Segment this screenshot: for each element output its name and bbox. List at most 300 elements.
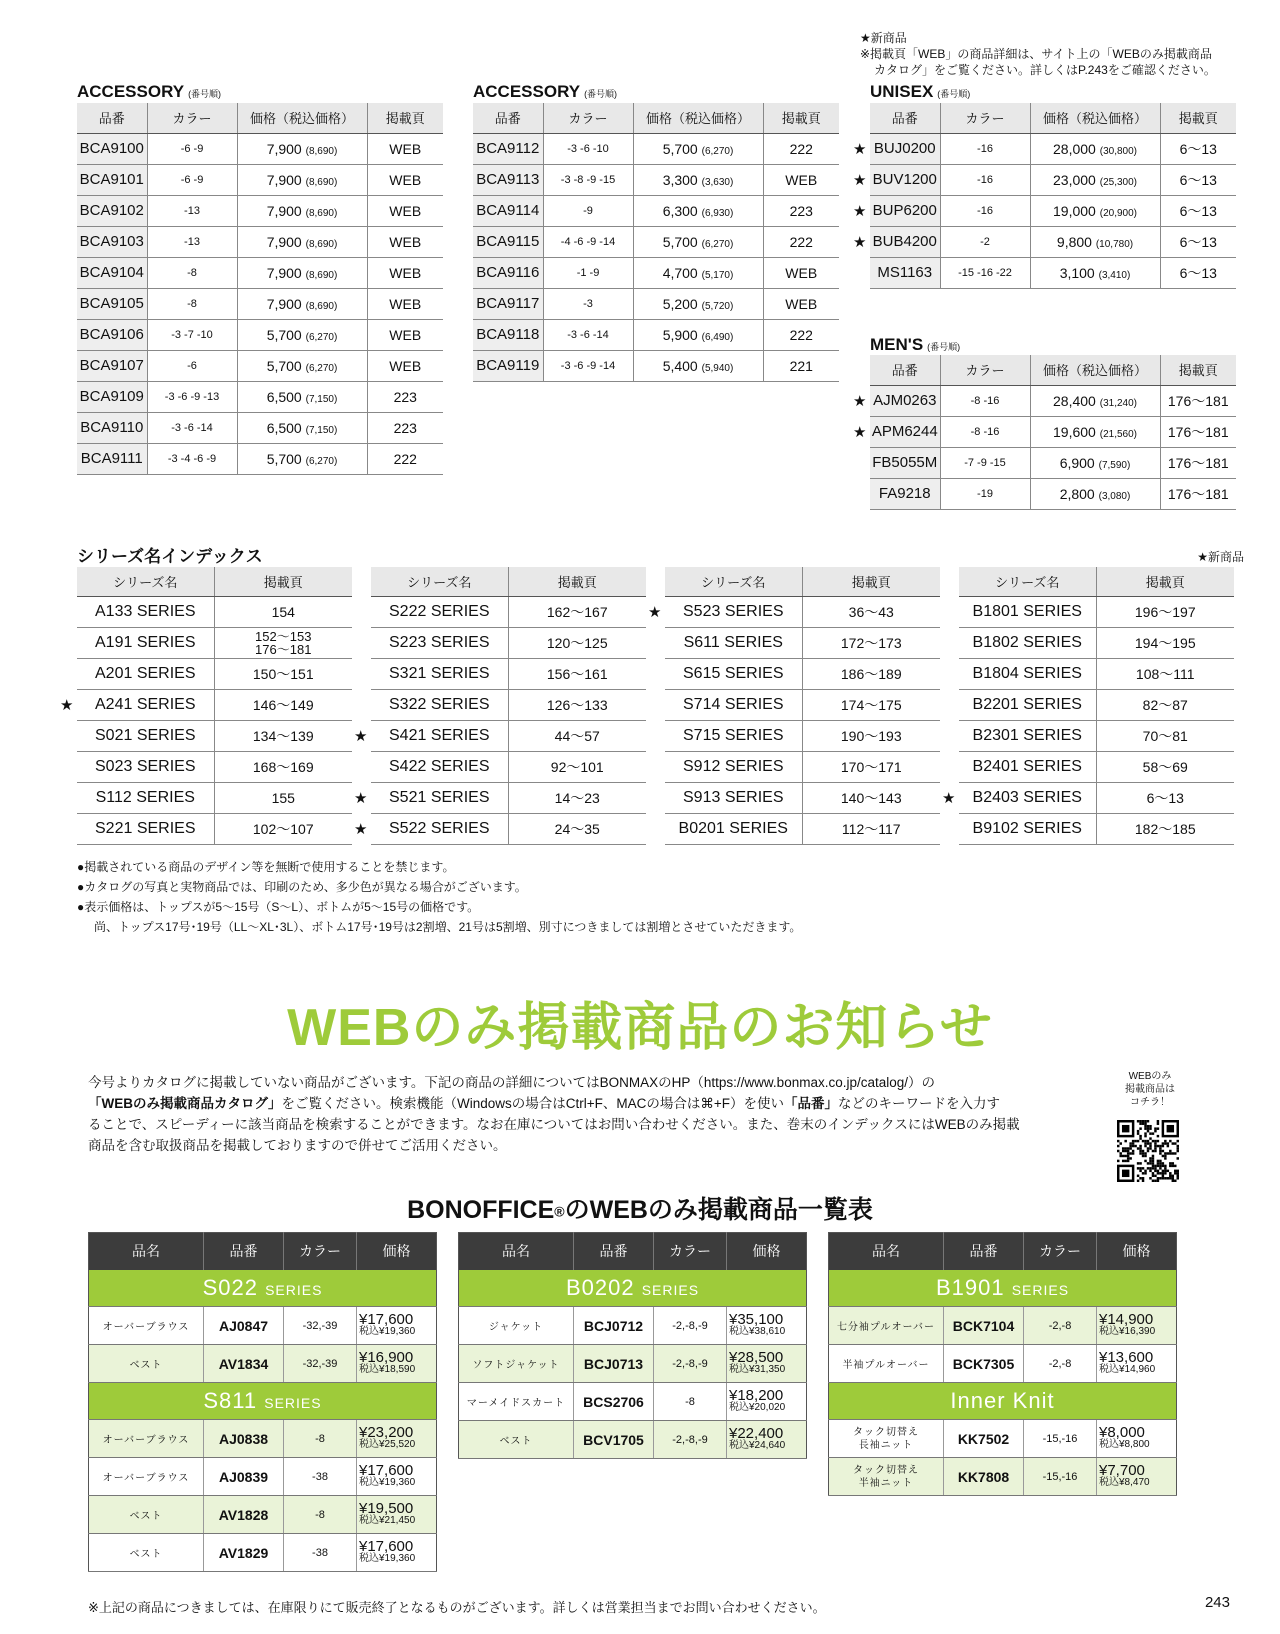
series-name: B1901: [935, 1274, 1005, 1300]
color-codes: -2: [940, 226, 1030, 257]
column-header: 掲載頁: [214, 567, 352, 596]
series-name: S322 SERIES: [371, 689, 508, 720]
table-row: [665, 813, 940, 844]
series-table-2: [371, 567, 646, 845]
table-row: [870, 133, 1236, 164]
color-codes: -15,-16: [1024, 1420, 1097, 1458]
product-code: BCA9119: [473, 350, 543, 381]
price-tax-included: (3,630): [701, 176, 734, 188]
product-code: APM6244: [870, 416, 940, 447]
price-value: ¥18,200: [729, 1386, 784, 1404]
column-header: シリーズ名: [959, 567, 1096, 596]
page-ref: WEB: [367, 288, 443, 319]
table-row: [959, 751, 1234, 782]
series-band: [459, 1270, 807, 1307]
page-ref: WEB: [763, 257, 839, 288]
table-row: [665, 782, 940, 813]
product-name: 半袖プルオーバー: [829, 1345, 944, 1383]
price-tax-included: (7,150): [305, 393, 338, 405]
series-name: S913 SERIES: [665, 782, 802, 813]
mens-heading: MEN'S (番号順): [870, 335, 961, 354]
product-name: オーバーブラウス: [89, 1420, 204, 1458]
page-ref: 134〜139: [214, 720, 352, 751]
color-codes: -8: [147, 288, 237, 319]
product-code: BCA9104: [77, 257, 147, 288]
product-code: BCA9111: [77, 443, 147, 474]
table-row: [77, 720, 352, 751]
series-name: S422 SERIES: [371, 751, 508, 782]
price: [727, 1307, 807, 1345]
page-ref: 168〜169: [214, 751, 352, 782]
series-new-legend: ★新商品: [1197, 550, 1244, 564]
product-name-line-1: タック切替え: [853, 1464, 919, 1476]
price: [1097, 1458, 1177, 1496]
price: [357, 1420, 437, 1458]
new-star-icon: ★: [853, 234, 867, 251]
new-star-icon: ★: [354, 790, 368, 807]
table-row: [371, 596, 646, 627]
price-value: 5,700: [266, 357, 302, 374]
column-header: カラー: [147, 103, 237, 133]
page-ref: 162〜167: [508, 596, 646, 627]
table-row: [829, 1458, 1177, 1496]
new-star-icon: ★: [648, 604, 662, 621]
column-header: 掲載頁: [802, 567, 940, 596]
color-codes: -8: [284, 1420, 357, 1458]
new-star-icon: ★: [853, 393, 867, 410]
table-row: [459, 1421, 807, 1459]
table-row: [77, 319, 443, 350]
price-value: 5,700: [662, 140, 698, 157]
accessory1-table: [77, 103, 443, 475]
product-code: BCA9100: [77, 133, 147, 164]
page-ref-line-1: 152〜153: [255, 628, 312, 644]
series-name: S222 SERIES: [371, 596, 508, 627]
table-row: [371, 658, 646, 689]
product-code: BCJ0713: [574, 1345, 654, 1383]
page-ref: 222: [763, 133, 839, 164]
price-tax-included: (21,560): [1099, 428, 1137, 440]
page-ref: 190〜193: [802, 720, 940, 751]
color-codes: -16: [940, 164, 1030, 195]
table-row: [89, 1496, 437, 1534]
page-ref: [214, 627, 352, 658]
price-value: 7,900: [266, 202, 302, 219]
series-name: S223 SERIES: [371, 627, 508, 658]
table-row: [473, 133, 839, 164]
color-codes: -38: [284, 1458, 357, 1496]
series-name: S811: [203, 1388, 258, 1413]
product-name: [829, 1420, 944, 1458]
table-row: [371, 627, 646, 658]
table-row: [77, 658, 352, 689]
product-code: BCA9113: [473, 164, 543, 195]
product-code: AV1828: [204, 1496, 284, 1534]
product-name: ソフトジャケット: [459, 1345, 574, 1383]
table-row: [829, 1307, 1177, 1345]
color-codes: -3: [543, 288, 633, 319]
price-tax-included: (8,690): [305, 300, 338, 312]
series-table-1: [77, 567, 352, 845]
price: [1030, 416, 1160, 447]
table-row: [89, 1534, 437, 1572]
column-header: カラー: [284, 1233, 357, 1270]
table-row: [77, 813, 352, 844]
table-row: [77, 443, 443, 474]
price-tax-included: 税込¥19,360: [359, 1476, 416, 1488]
table-row: [77, 627, 352, 658]
qr-label-line-2: 掲載商品は: [1125, 1084, 1175, 1095]
page-ref: 6〜13: [1160, 257, 1236, 288]
table-row: [870, 164, 1236, 195]
price: [633, 164, 763, 195]
table-row: [473, 226, 839, 257]
table-row: [77, 596, 352, 627]
price-value: 6,300: [662, 202, 698, 219]
page-ref: 14〜23: [508, 782, 646, 813]
table-row: [459, 1383, 807, 1421]
series-name: Inner Knit: [950, 1388, 1055, 1413]
price: [1030, 226, 1160, 257]
column-header: 品番: [204, 1233, 284, 1270]
page-ref: 6〜13: [1160, 195, 1236, 226]
price: [633, 319, 763, 350]
table-row: [665, 627, 940, 658]
series-name: S022: [202, 1274, 258, 1300]
table-row: [870, 195, 1236, 226]
series-suffix: SERIES: [264, 1395, 322, 1411]
color-codes: -2,-8: [1024, 1345, 1097, 1383]
web-only-table-1: [88, 1232, 437, 1572]
catalog-name: 「WEBのみ掲載商品カタログ」: [88, 1096, 282, 1111]
product-code: BCA9118: [473, 319, 543, 350]
price: [727, 1345, 807, 1383]
price-value: ¥17,600: [359, 1310, 414, 1328]
series-name: S523 SERIES: [665, 596, 802, 627]
series-band-label: [829, 1383, 1177, 1420]
new-star-icon: ★: [354, 728, 368, 745]
unisex-heading: UNISEX (番号順): [870, 82, 971, 101]
intro-line-2: [88, 1093, 1068, 1114]
product-name: マーメイドスカート: [459, 1383, 574, 1421]
table-row: [473, 350, 839, 381]
note-3: ●表示価格は、トップスが5〜15号（S〜L）、ボトムが5〜15号の価格です。: [77, 900, 480, 914]
column-header: 掲載頁: [508, 567, 646, 596]
page-ref: 120〜125: [508, 627, 646, 658]
price-value: ¥7,700: [1099, 1461, 1145, 1479]
price-value: 5,700: [662, 233, 698, 250]
color-codes: -7 -9 -15: [940, 447, 1030, 478]
page-ref: 222: [763, 319, 839, 350]
price: [1097, 1420, 1177, 1458]
page-number: 243: [1204, 1594, 1230, 1611]
color-codes: -19: [940, 478, 1030, 509]
price-value: ¥22,400: [729, 1424, 784, 1442]
price-value: ¥19,500: [359, 1499, 414, 1517]
page-ref: WEB: [367, 319, 443, 350]
price: [357, 1534, 437, 1572]
page-ref: 154: [214, 596, 352, 627]
price: [237, 381, 367, 412]
column-header: シリーズ名: [371, 567, 508, 596]
price-tax-included: 税込¥18,590: [359, 1363, 416, 1375]
product-name-line-2: 半袖ニット: [858, 1477, 914, 1489]
series-name: S112 SERIES: [77, 782, 214, 813]
intro-keyword-text: などのキーワードを入力す: [838, 1096, 1001, 1111]
price: [1030, 478, 1160, 509]
price: [727, 1383, 807, 1421]
product-code: BCA9106: [77, 319, 147, 350]
page-ref: 6〜13: [1160, 133, 1236, 164]
column-header: カラー: [1024, 1233, 1097, 1270]
price: [633, 257, 763, 288]
price-value: ¥16,900: [359, 1348, 414, 1366]
product-code: AJ0839: [204, 1458, 284, 1496]
product-code: BCA9107: [77, 350, 147, 381]
product-name-line-2: 長袖ニット: [858, 1439, 914, 1451]
price: [1030, 257, 1160, 288]
price-value: ¥35,100: [729, 1310, 784, 1328]
registered-mark: ®: [554, 1203, 565, 1220]
column-header: 価格: [1097, 1233, 1177, 1270]
price: [237, 226, 367, 257]
price-tax-included: (6,930): [701, 207, 734, 219]
color-codes: -32,-39: [284, 1307, 357, 1345]
table-row: [371, 689, 646, 720]
price-tax-included: (6,270): [701, 145, 734, 157]
page-ref: WEB: [763, 164, 839, 195]
new-star-icon: ★: [942, 790, 956, 807]
unisex-table: [870, 103, 1236, 289]
column-header: 品番: [870, 103, 940, 133]
table-row: [371, 720, 646, 751]
table-row: [870, 478, 1236, 509]
new-star-icon: ★: [354, 821, 368, 838]
product-code: BCA9110: [77, 412, 147, 443]
new-star-icon: ★: [853, 141, 867, 158]
page-ref: 182〜185: [1096, 813, 1234, 844]
product-code: FA9218: [870, 478, 940, 509]
price-tax-included: (3,410): [1098, 269, 1131, 281]
price: [237, 412, 367, 443]
color-codes: -13: [147, 226, 237, 257]
page-ref: 176〜181: [1160, 478, 1236, 509]
column-header: 価格（税込価格）: [1030, 355, 1160, 385]
series-band-label: [829, 1270, 1177, 1307]
product-code: BCV1705: [574, 1421, 654, 1459]
series-name: B2403 SERIES: [959, 782, 1096, 813]
series-name: S715 SERIES: [665, 720, 802, 751]
series-name: S021 SERIES: [77, 720, 214, 751]
product-code: AJM0263: [870, 385, 940, 416]
color-codes: -8: [654, 1383, 727, 1421]
price-value: ¥28,500: [729, 1348, 784, 1366]
series-band: [89, 1270, 437, 1307]
column-header: 品番: [870, 355, 940, 385]
product-code: BCA9102: [77, 195, 147, 226]
price: [1097, 1307, 1177, 1345]
price: [633, 350, 763, 381]
price: [1030, 447, 1160, 478]
series-name: S023 SERIES: [77, 751, 214, 782]
page-ref: 194〜195: [1096, 627, 1234, 658]
price-tax-included: (5,720): [701, 300, 734, 312]
table-row: [371, 782, 646, 813]
price-tax-included: (31,240): [1099, 397, 1137, 409]
qr-label: [1110, 1070, 1190, 1109]
table-row: [77, 164, 443, 195]
color-codes: -1 -9: [543, 257, 633, 288]
product-code: BCS2706: [574, 1383, 654, 1421]
price-tax-included: (6,270): [305, 362, 338, 374]
page-ref: 176〜181: [1160, 385, 1236, 416]
column-header: 掲載頁: [1096, 567, 1234, 596]
series-name: S421 SERIES: [371, 720, 508, 751]
table-row: [473, 319, 839, 350]
product-code: AV1834: [204, 1345, 284, 1383]
color-codes: -3 -6 -9 -13: [147, 381, 237, 412]
new-star-icon: ★: [853, 172, 867, 189]
price-tax-included: (5,940): [701, 362, 734, 374]
page-ref: 126〜133: [508, 689, 646, 720]
price-tax-included: 税込¥8,800: [1099, 1438, 1150, 1450]
product-code: BCA9112: [473, 133, 543, 164]
page-ref: 140〜143: [802, 782, 940, 813]
column-header: 品番: [77, 103, 147, 133]
column-header: カラー: [654, 1233, 727, 1270]
qr-label-line-3: コチラ！: [1130, 1097, 1170, 1108]
color-codes: -3 -7 -10: [147, 319, 237, 350]
page-ref: 174〜175: [802, 689, 940, 720]
page-ref: 6〜13: [1096, 782, 1234, 813]
column-header: 品名: [459, 1233, 574, 1270]
series-name: B0201 SERIES: [665, 813, 802, 844]
price-value: ¥13,600: [1099, 1348, 1154, 1366]
product-code: BUB4200: [870, 226, 940, 257]
qr-code-icon[interactable]: [1117, 1120, 1179, 1182]
price-tax-included: 税込¥14,960: [1099, 1363, 1156, 1375]
new-star-icon: ★: [60, 697, 74, 714]
product-code: AJ0838: [204, 1420, 284, 1458]
product-name: ベスト: [89, 1496, 204, 1534]
price: [237, 257, 367, 288]
table-row: [77, 226, 443, 257]
series-name: A191 SERIES: [77, 627, 214, 658]
series-name: S521 SERIES: [371, 782, 508, 813]
page-ref: 44〜57: [508, 720, 646, 751]
color-codes: -4 -6 -9 -14: [543, 226, 633, 257]
intro-line-1: 今号よりカタログに掲載していない商品がございます。下記の商品の詳細についてはBONMAXのHP（https://www.bonmax.co.jp/catalog/）の: [88, 1075, 936, 1090]
price: [1030, 164, 1160, 195]
web-page-note-2: カタログ」をご覧ください。詳しくはP.243をご確認ください。: [874, 63, 1216, 77]
table-row: [870, 226, 1236, 257]
table-row: [829, 1420, 1177, 1458]
price-value: 5,900: [662, 326, 698, 343]
web-only-title: WEBのみ掲載商品のお知らせ: [287, 999, 993, 1057]
price-value: 6,500: [266, 388, 302, 405]
page-ref: 186〜189: [802, 658, 940, 689]
page-ref: 222: [367, 443, 443, 474]
table-row: [870, 447, 1236, 478]
series-name: B2401 SERIES: [959, 751, 1096, 782]
product-name: ジャケット: [459, 1307, 574, 1345]
table-row: [77, 381, 443, 412]
page-ref: WEB: [367, 195, 443, 226]
note-4: 尚、トップス17号･19号（LL〜XL･3L）、ボトム17号･19号は2割増、21号は5割増、別寸につきましては割増とさせていただきます。: [94, 920, 802, 934]
color-codes: -16: [940, 133, 1030, 164]
column-header: 掲載頁: [763, 103, 839, 133]
table-row: [473, 195, 839, 226]
page-ref: WEB: [367, 133, 443, 164]
price: [1030, 195, 1160, 226]
page-ref: WEB: [367, 350, 443, 381]
product-code: BCK7104: [944, 1307, 1024, 1345]
color-codes: -6: [147, 350, 237, 381]
series-band: [89, 1383, 437, 1420]
price-value: 7,900: [266, 295, 302, 312]
note-2: ●カタログの写真と実物商品では、印刷のため、多少色が異なる場合がございます。: [77, 880, 527, 894]
price: [633, 288, 763, 319]
color-codes: -3 -4 -6 -9: [147, 443, 237, 474]
price: [237, 319, 367, 350]
series-name: B1801 SERIES: [959, 596, 1096, 627]
color-codes: -6 -9: [147, 164, 237, 195]
price-tax-included: (8,690): [305, 176, 338, 188]
price-value: 7,900: [266, 233, 302, 250]
price-tax-included: (25,300): [1099, 176, 1137, 188]
series-name: S611 SERIES: [665, 627, 802, 658]
column-header: 品名: [89, 1233, 204, 1270]
table-row: [870, 257, 1236, 288]
price: [357, 1345, 437, 1383]
keyword-label: 「品番」: [784, 1096, 839, 1111]
table-row: [959, 813, 1234, 844]
column-header: 価格: [357, 1233, 437, 1270]
top-note: [860, 30, 1216, 78]
page-ref: 223: [763, 195, 839, 226]
series-band-label: [89, 1383, 437, 1420]
page-ref: 102〜107: [214, 813, 352, 844]
product-code: BCJ0712: [574, 1307, 654, 1345]
accessory2-table: [473, 103, 839, 382]
product-code: BUP6200: [870, 195, 940, 226]
price-value: 6,900: [1059, 454, 1095, 471]
color-codes: -2,-8,-9: [654, 1307, 727, 1345]
table-row: [473, 257, 839, 288]
price: [633, 133, 763, 164]
price-value: 19,000: [1053, 202, 1096, 219]
page-ref: 108〜111: [1096, 658, 1234, 689]
series-name: S522 SERIES: [371, 813, 508, 844]
product-code: AJ0847: [204, 1307, 284, 1345]
column-header: 価格（税込価格）: [237, 103, 367, 133]
price-tax-included: 税込¥8,470: [1099, 1476, 1150, 1488]
series-suffix: SERIES: [265, 1281, 323, 1298]
page-ref: 70〜81: [1096, 720, 1234, 751]
column-header: 掲載頁: [1160, 355, 1236, 385]
column-header: シリーズ名: [77, 567, 214, 596]
price-tax-included: 税込¥19,360: [359, 1325, 416, 1337]
bottom-note: ※上記の商品につきましては、在庫限りにて販売終了となるものがございます。詳しくは営業担当までお問い合わせください。: [88, 1600, 826, 1615]
series-band-label: [459, 1270, 807, 1307]
price-value: 2,800: [1059, 485, 1095, 502]
price: [357, 1496, 437, 1534]
color-codes: -8 -16: [940, 385, 1030, 416]
column-header: 価格: [727, 1233, 807, 1270]
accessory2-heading: ACCESSORY (番号順): [473, 82, 618, 101]
intro-search-text: をご覧ください。検索機能（Windowsの場合はCtrl+F、MACの場合は⌘+F）を使い: [281, 1096, 785, 1111]
page-ref: 170〜171: [802, 751, 940, 782]
